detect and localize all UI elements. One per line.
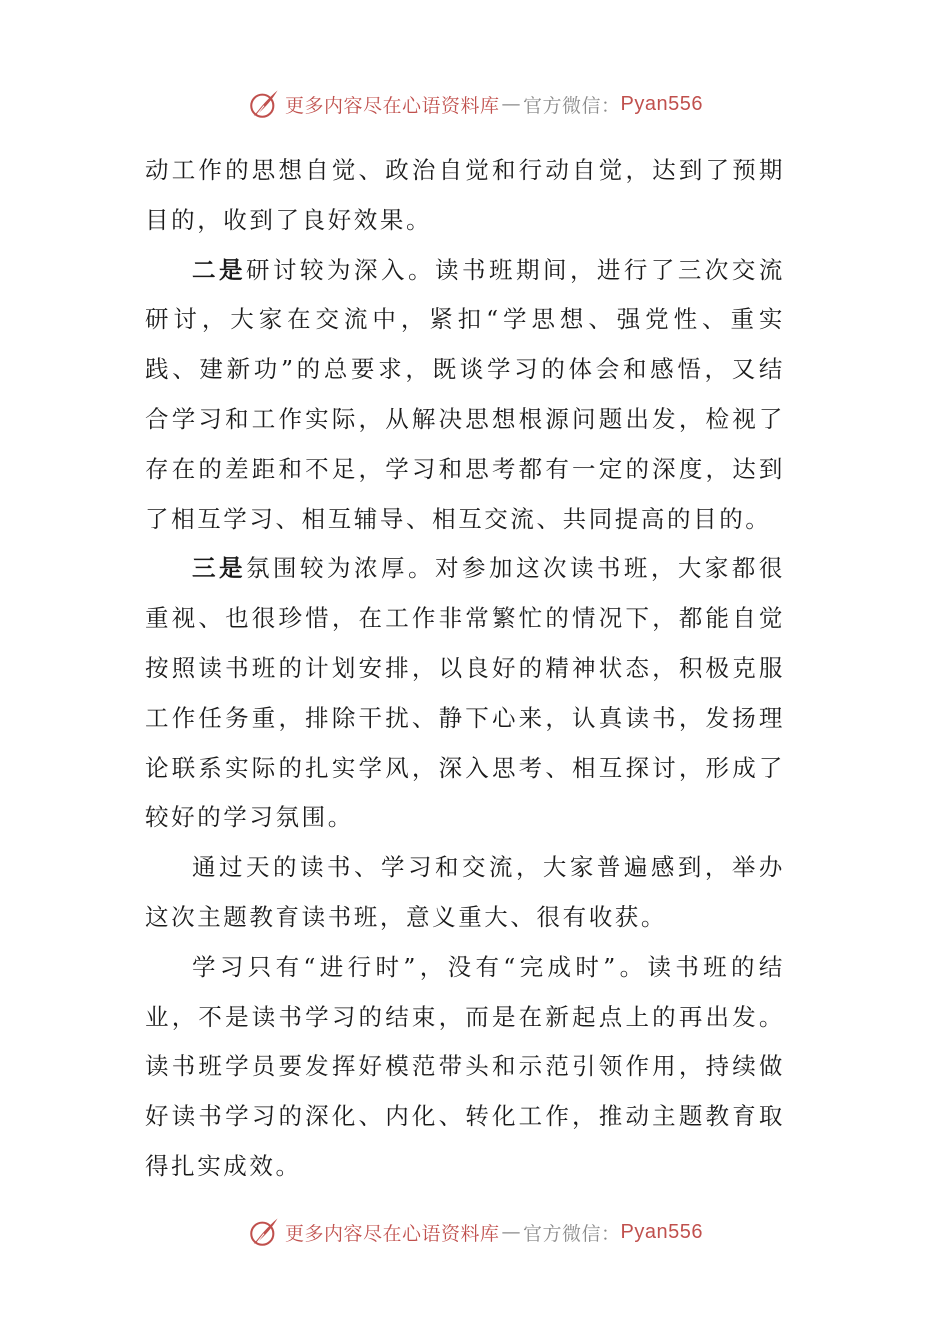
paragraph-text: 通过天的读书、学习和交流，大家普遍感到，举办这次主题教育读书班，意义重大、很有收获。	[145, 853, 785, 931]
watermark-wechat-label: 官方微信：	[523, 94, 621, 117]
document-body	[145, 146, 785, 1192]
header-watermark	[0, 82, 950, 126]
quill-logo-icon	[247, 87, 281, 121]
watermark-wechat-id: Pyan556	[620, 1220, 703, 1243]
footer-watermark	[0, 1210, 950, 1254]
paragraph-second-point	[145, 246, 785, 545]
quill-logo-icon	[247, 1215, 281, 1249]
watermark-title: 更多内容尽在心语资料库	[285, 94, 500, 117]
paragraph-text: 氛围较为浓厚。对参加这次读书班，大家都很重视、也很珍惜，在工作非常繁忙的情况下，都能自觉按照读书班的计划安排，以良好的精神状态，积极克服工作任务重，排除干扰、静下心来，认真读书，发扬理论联系实际的扎实学风，深入思考、相互探讨，形成了较好的学习氛围。	[145, 554, 786, 832]
paragraph-continuation	[145, 146, 785, 246]
paragraph-text: 动工作的思想自觉、政治自觉和行动自觉，达到了预期目的，收到了良好效果。	[145, 156, 785, 234]
paragraph-conclusion	[145, 943, 785, 1192]
watermark-separator: —	[501, 1221, 522, 1243]
watermark-wechat-id: Pyan556	[620, 92, 703, 115]
paragraph-summary	[145, 843, 785, 943]
paragraph-lead: 三是	[192, 554, 246, 583]
watermark-title: 更多内容尽在心语资料库	[285, 1222, 500, 1245]
watermark-wechat-label: 官方微信：	[523, 1222, 621, 1245]
paragraph-text: 研讨较为深入。读书班期间，进行了三次交流研讨，大家在交流中，紧扣“学思想、强党性、重实践、建新功”的总要求，既谈学习的体会和感悟，又结合学习和工作实际，从解决思想根源问题出发，检视了存在的差距和不足，学习和思考都有一定的深度，达到了相互学习、相互辅导、相互交流、共同提高的目的。	[145, 255, 786, 533]
paragraph-third-point	[145, 544, 785, 843]
paragraph-lead: 二是	[192, 255, 246, 284]
watermark-separator: —	[501, 93, 522, 115]
paragraph-text: 学习只有“进行时”，没有“完成时”。读书班的结业，不是读书学习的结束，而是在新起点上的再出发。读书班学员要发挥好模范带头和示范引领作用，持续做好读书学习的深化、内化、转化工作，推动主题教育取得扎实成效。	[145, 952, 785, 1180]
